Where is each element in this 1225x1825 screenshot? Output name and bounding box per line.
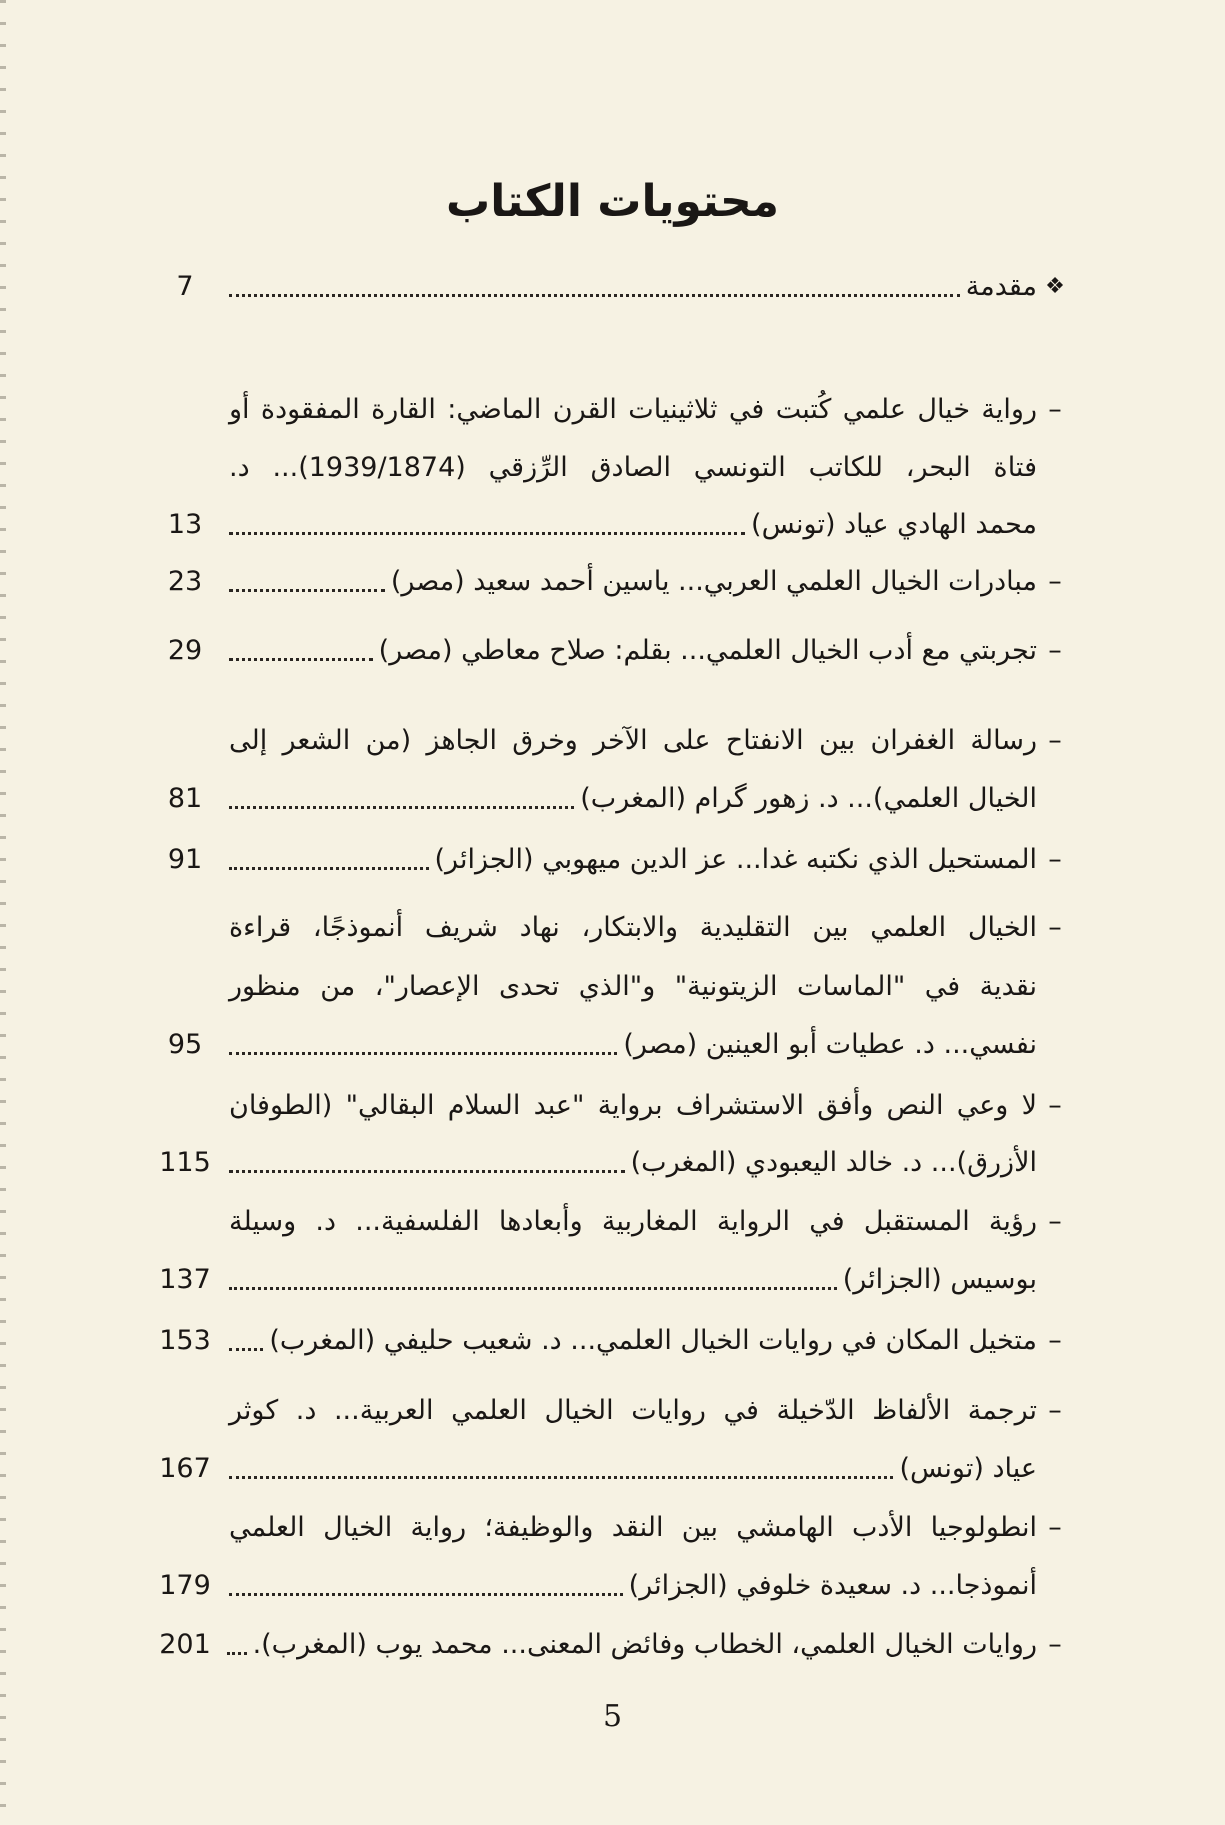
dot-leader bbox=[229, 532, 745, 535]
toc-entry-line bbox=[229, 1561, 1037, 1611]
toc-entry-line bbox=[229, 1386, 1037, 1436]
dot-leader bbox=[229, 589, 385, 592]
dot-leader bbox=[229, 1476, 893, 1479]
toc-page-number: 115 bbox=[159, 1147, 211, 1178]
toc-page-number: 153 bbox=[159, 1325, 211, 1356]
page-number: 5 bbox=[602, 1699, 623, 1734]
toc-entry-text: رسالة الغفران بين الانفتاح على الآخر وخرق الجاهز (من الشعر إلى bbox=[229, 725, 1037, 756]
toc-entry-line bbox=[229, 1620, 1037, 1670]
toc-entry-text: المستحيل الذي نكتبه غدا... عز الدين ميهوبي (الجزائر) bbox=[434, 844, 1037, 875]
dash-bullet-icon: – bbox=[1048, 635, 1062, 666]
toc-entry-text: متخيل المكان في روايات الخيال العلمي... د. شعيب حليفي (المغرب) bbox=[269, 1325, 1037, 1356]
toc-entry-line bbox=[229, 557, 1037, 607]
diamond-bullet-icon: ❖ bbox=[1045, 274, 1065, 299]
toc-entry-line bbox=[229, 1197, 1037, 1247]
page-title: محتويات الكتاب bbox=[446, 176, 779, 227]
toc-entry-text: الخيال العلمي)... د. زهور گرام (المغرب) bbox=[580, 783, 1037, 814]
dash-bullet-icon: – bbox=[1048, 1325, 1062, 1356]
toc-entry-text: نقدية في "الماسات الزيتونية" و"الذي تحدى الإعصار"، من منظور bbox=[229, 971, 1037, 1002]
toc-entry-text: تجربتي مع أدب الخيال العلمي... بقلم: صلاح معاطي (مصر) bbox=[378, 635, 1037, 666]
toc-entry-line bbox=[229, 774, 1037, 824]
toc-entry-line bbox=[229, 626, 1037, 676]
dot-leader bbox=[229, 1170, 625, 1173]
toc-entry-line bbox=[229, 835, 1037, 885]
dot-leader bbox=[229, 1052, 617, 1055]
toc-entry-text: روايات الخيال العلمي، الخطاب وفائض المعنى... محمد يوب (المغرب). bbox=[252, 1629, 1037, 1660]
toc-entry-text: أنموذجا... د. سعيدة خلوفي (الجزائر) bbox=[628, 1570, 1037, 1601]
dash-bullet-icon: – bbox=[1048, 1512, 1062, 1543]
toc-page-number: 95 bbox=[167, 1029, 203, 1060]
toc-entry-line bbox=[229, 903, 1037, 953]
toc-page-number: 23 bbox=[167, 566, 203, 597]
toc-entry-line bbox=[229, 1081, 1037, 1131]
dot-leader bbox=[229, 1287, 837, 1290]
toc-entry-line bbox=[229, 443, 1037, 493]
dash-bullet-icon: – bbox=[1048, 1629, 1062, 1660]
toc-entry-line bbox=[229, 1020, 1037, 1070]
toc-page-number: 201 bbox=[159, 1629, 211, 1660]
toc-entry-text: رواية خيال علمي كُتبت في ثلاثينيات القرن الماضي: القارة المفقودة أو bbox=[229, 394, 1037, 425]
toc-entry-text: فتاة البحر، للكاتب التونسي الصادق الرِّزقي (1939/1874)... د. bbox=[229, 452, 1037, 483]
dash-bullet-icon: – bbox=[1048, 566, 1062, 597]
dot-leader bbox=[229, 294, 960, 297]
toc-entry-text: انطولوجيا الأدب الهامشي بين النقد والوظيفة؛ رواية الخيال العلمي bbox=[229, 1512, 1037, 1543]
toc-page-number: 91 bbox=[167, 844, 203, 875]
toc-entry-line bbox=[229, 385, 1037, 435]
toc-entry-line bbox=[229, 1255, 1037, 1305]
toc-page-number: 137 bbox=[159, 1264, 211, 1295]
toc-entry-text: لا وعي النص وأفق الاستشراف برواية "عبد السلام البقالي" (الطوفان bbox=[229, 1090, 1037, 1121]
dot-leader bbox=[229, 867, 429, 870]
dash-bullet-icon: – bbox=[1048, 1395, 1062, 1426]
toc-entry-line bbox=[229, 716, 1037, 766]
dot-leader bbox=[229, 658, 373, 661]
dash-bullet-icon: – bbox=[1048, 394, 1062, 425]
dash-bullet-icon: – bbox=[1048, 912, 1062, 943]
toc-page-number: 81 bbox=[167, 783, 203, 814]
toc-entry-text: نفسي... د. عطيات أبو العينين (مصر) bbox=[623, 1029, 1037, 1060]
toc-entry-line bbox=[229, 500, 1037, 550]
toc-entry-text: مقدمة bbox=[965, 271, 1037, 302]
toc-entry-text: ترجمة الألفاظ الدّخيلة في روايات الخيال العلمي العربية... د. كوثر bbox=[229, 1395, 1037, 1426]
toc-entry-text: رؤية المستقبل في الرواية المغاربية وأبعادها الفلسفية... د. وسيلة bbox=[229, 1206, 1037, 1237]
toc-entry-line bbox=[229, 1138, 1037, 1188]
toc-entry-line bbox=[229, 1316, 1037, 1366]
dot-leader bbox=[229, 806, 574, 809]
dot-leader bbox=[229, 1593, 623, 1596]
toc-entry-line bbox=[229, 1444, 1037, 1494]
dot-leader bbox=[229, 1348, 263, 1351]
toc-entry-line bbox=[229, 962, 1037, 1012]
toc-entry-line bbox=[229, 262, 1037, 312]
toc-page-number: 29 bbox=[167, 635, 203, 666]
toc-entry-text: بوسيس (الجزائر) bbox=[842, 1264, 1037, 1295]
toc-entry-text: مبادرات الخيال العلمي العربي... ياسين أحمد سعيد (مصر) bbox=[390, 566, 1037, 597]
dash-bullet-icon: – bbox=[1048, 1206, 1062, 1237]
toc-entry-text: الخيال العلمي بين التقليدية والابتكار، نهاد شريف أنموذجًا، قراءة bbox=[229, 912, 1037, 943]
dash-bullet-icon: – bbox=[1048, 725, 1062, 756]
toc-entry-text: محمد الهادي عياد (تونس) bbox=[751, 509, 1037, 540]
toc-entry-text: الأزرق)... د. خالد اليعبودي (المغرب) bbox=[630, 1147, 1037, 1178]
toc-entry-text: عياد (تونس) bbox=[899, 1453, 1037, 1484]
dash-bullet-icon: – bbox=[1048, 1090, 1062, 1121]
toc-page-number: 7 bbox=[176, 271, 194, 302]
toc-page-number: 13 bbox=[167, 509, 203, 540]
toc-entry-line bbox=[229, 1503, 1037, 1553]
toc-page-number: 167 bbox=[159, 1453, 211, 1484]
dot-leader bbox=[227, 1652, 247, 1655]
dash-bullet-icon: – bbox=[1048, 844, 1062, 875]
toc-page-number: 179 bbox=[159, 1570, 211, 1601]
